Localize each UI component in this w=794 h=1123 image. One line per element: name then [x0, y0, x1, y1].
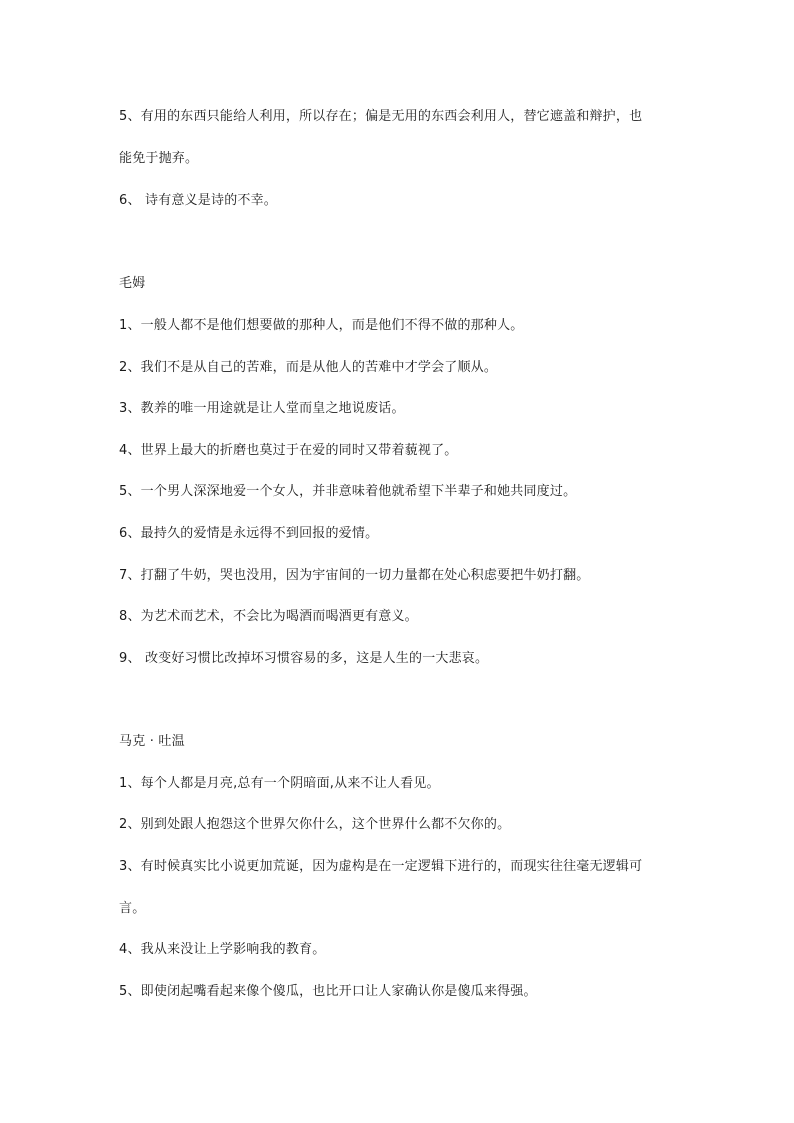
quote-line: 1、每个人都是月亮,总有一个阴暗面,从来不让人看见。 — [119, 776, 440, 791]
quote-line: 6、 诗有意义是诗的不幸。 — [119, 193, 278, 208]
quote-line-continued: 能免于抛弃。 — [119, 151, 199, 166]
quote-line: 5、即使闭起嘴看起来像个傻瓜，也比开口让人家确认你是傻瓜来得强。 — [119, 984, 537, 999]
quote-line: 3、教养的唯一用途就是让人堂而皇之地说废话。 — [119, 401, 405, 416]
quote-line: 9、 改变好习惯比改掉坏习惯容易的多，这是人生的一大悲哀。 — [119, 651, 489, 666]
quote-line: 5、一个男人深深地爱一个女人，并非意味着他就希望下半辈子和她共同度过。 — [119, 484, 577, 499]
quote-line: 8、为艺术而艺术，不会比为喝酒而喝酒更有意义。 — [119, 609, 418, 624]
quote-line: 6、最持久的爱情是永远得不到回报的爱情。 — [119, 526, 379, 541]
quote-line: 1、一般人都不是他们想要做的那种人，而是他们不得不做的那种人。 — [119, 318, 524, 333]
quote-line-continued: 言。 — [119, 901, 146, 916]
author-heading: 毛姆 — [119, 276, 146, 291]
quote-line: 5、有用的东西只能给人利用，所以存在；偏是无用的东西会利用人，替它遮盖和辩护，也 — [119, 109, 643, 124]
quote-line: 4、我从来没让上学影响我的教育。 — [119, 942, 326, 957]
author-heading: 马克 · 吐温 — [119, 734, 185, 749]
quote-line: 3、有时候真实比小说更加荒诞，因为虚构是在一定逻辑下进行的，而现实往往毫无逻辑可 — [119, 859, 643, 874]
quote-line: 4、世界上最大的折磨也莫过于在爱的同时又带着藐视了。 — [119, 443, 458, 458]
quote-line: 2、别到处跟人抱怨这个世界欠你什么，这个世界什么都不欠你的。 — [119, 817, 511, 832]
quote-line: 7、打翻了牛奶，哭也没用，因为宇宙间的一切力量都在处心积虑要把牛奶打翻。 — [119, 568, 590, 583]
quote-line: 2、我们不是从自己的苦难，而是从他人的苦难中才学会了顺从。 — [119, 360, 498, 375]
